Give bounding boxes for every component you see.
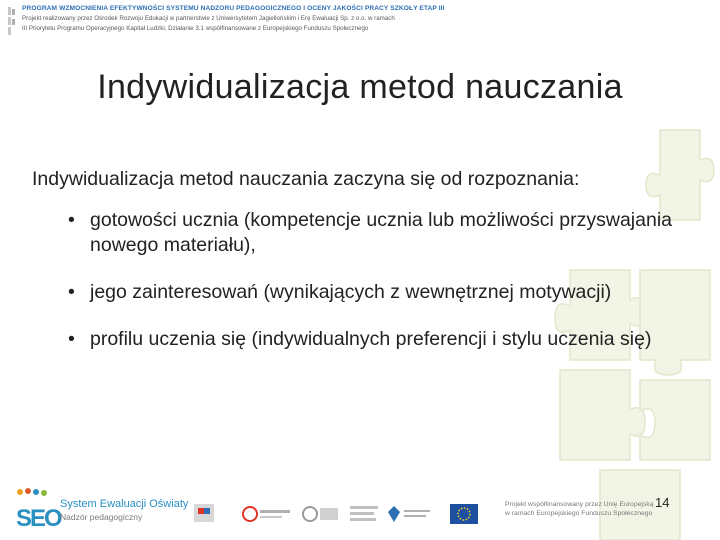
bullet-icon: • — [68, 281, 75, 303]
ore-logo-icon — [303, 507, 338, 521]
bullet-text: profilu uczenia się (indywidualnych preferencji i stylu uczenia się) — [90, 328, 652, 350]
bullet-item — [68, 327, 698, 352]
eu-flag-icon — [450, 504, 478, 524]
bullet-item — [68, 208, 698, 258]
kapital-ludzki-logo-icon — [194, 504, 214, 522]
ministry-logo-icon — [350, 506, 378, 521]
page-number: 14 — [655, 495, 670, 510]
bullet-item — [68, 280, 698, 305]
bullet-text: gotowości ucznia (kompetencje ucznia lub możliwości przyswajania nowego materiału), — [90, 209, 673, 256]
eu-cofinancing-text: Projekt współfinansowany przez Unię Europejską w ramach Europejskiego Funduszu Społecznego — [505, 501, 654, 517]
header-program-title: PROGRAM WZMOCNIENIA EFEKTYWNOŚCI SYSTEMU NADZORU PEDAGOGICZNEGO I OCENY JAKOŚCI PRACY SZKOŁY ETAP III — [22, 5, 445, 12]
slide-title: Indywidualizacja metod nauczania — [97, 68, 623, 106]
seo-logo-icon — [14, 488, 61, 532]
bullet-list — [68, 208, 698, 352]
bullet-icon: • — [68, 328, 75, 350]
seo-brand-subtitle: Nadzór pedagogiczny — [60, 512, 143, 522]
slide-intro: Indywidualizacja metod nauczania zaczyna się od rozpoznania: — [32, 168, 580, 190]
program-logo-icon — [8, 7, 16, 37]
seo-brand-name: System Ewaluacji Oświaty — [60, 498, 189, 510]
svg-text:SEO: SEO — [16, 505, 61, 532]
partner-logos — [188, 498, 488, 528]
bullet-text: jego zainteresowań (wynikających z wewnętrznej motywacji) — [90, 281, 612, 303]
jagiellonian-university-logo-icon — [388, 506, 430, 522]
header-priority-info: III Priorytetu Programu Operacyjnego Kapitał Ludzki, Działanie 3.1 współfinansowane z Europejskiego Funduszu Społecznego — [22, 25, 369, 32]
era-ewaluacji-logo-icon — [243, 507, 290, 521]
footer — [0, 488, 720, 540]
header-project-info: Projekt realizowany przez Ośrodek Rozwoju Edukacji w partnerstwie z Uniwersytetem Jagiellońskim i Erę Ewaluacji Sp. z o.o. w ramach — [22, 15, 395, 22]
bullet-icon: • — [68, 209, 75, 231]
